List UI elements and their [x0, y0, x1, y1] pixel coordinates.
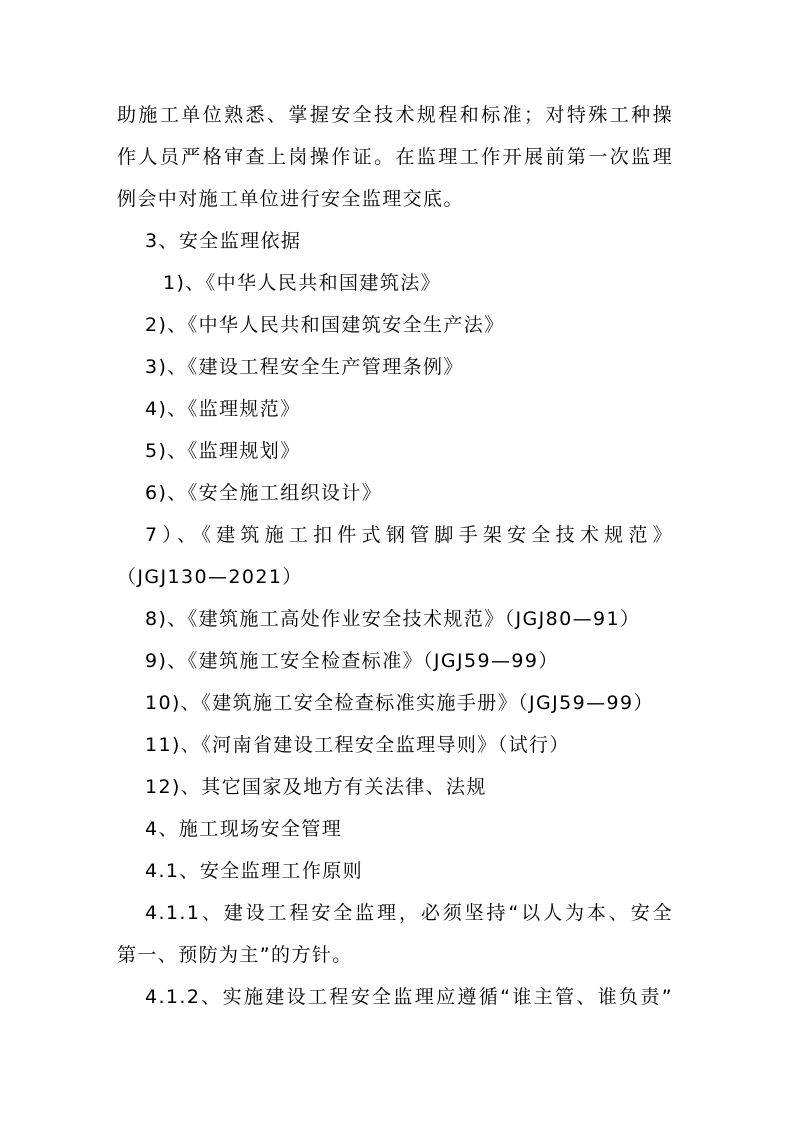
basis-item-7-code: （JGJ130—2021） — [117, 566, 303, 588]
basis-item-10: 10)、《建筑施工安全检查标准实施手册》（JGJ59—99） — [145, 692, 654, 714]
clause-4-1-1-line-1: 4.1.1、建设工程安全监理，必须坚持“以人为本、安全 — [145, 902, 673, 924]
basis-item-8: 8)、《建筑施工高处作业安全技术规范》（JGJ80—91） — [145, 608, 641, 630]
paragraph-line-1: 助施工单位熟悉、掌握安全技术规程和标准；对特殊工种操 — [117, 104, 673, 126]
basis-item-2: 2)、《中华人民共和国建筑安全生产法》 — [145, 314, 505, 336]
basis-item-9: 9)、《建筑施工安全检查标准》（JGJ59—99） — [145, 650, 559, 672]
clause-4-1-2-line-1: 4.1.2、实施建设工程安全监理应遵循“谁主管、谁负责” — [145, 986, 673, 1008]
basis-item-4: 4)、《监理规范》 — [145, 398, 301, 420]
paragraph-line-2: 作人员严格审查上岗操作证。在监理工作开展前第一次监理 — [117, 146, 673, 168]
basis-item-6: 6)、《安全施工组织设计》 — [145, 482, 383, 504]
subsection-heading-4-1: 4.1、安全监理工作原则 — [145, 860, 364, 882]
section-heading-4: 4、施工现场安全管理 — [145, 818, 343, 840]
basis-item-11: 11)、《河南省建设工程安全监理导则》（试行） — [145, 734, 570, 756]
basis-item-5: 5)、《监理规划》 — [145, 440, 301, 462]
basis-item-7: 7）、《建筑施工扣件式钢管脚手架安全技术规范》 — [145, 524, 673, 546]
basis-item-1: 1)、《中华人民共和国建筑法》 — [163, 272, 442, 294]
basis-item-3: 3)、《建设工程安全生产管理条例》 — [145, 356, 464, 378]
basis-item-12: 12)、其它国家及地方有关法律、法规 — [145, 776, 487, 798]
section-heading-3: 3、安全监理依据 — [145, 230, 302, 252]
paragraph-line-3: 例会中对施工单位进行安全监理交底。 — [117, 188, 464, 210]
clause-4-1-1-line-2: 第一、预防为主”的方针。 — [117, 944, 353, 966]
